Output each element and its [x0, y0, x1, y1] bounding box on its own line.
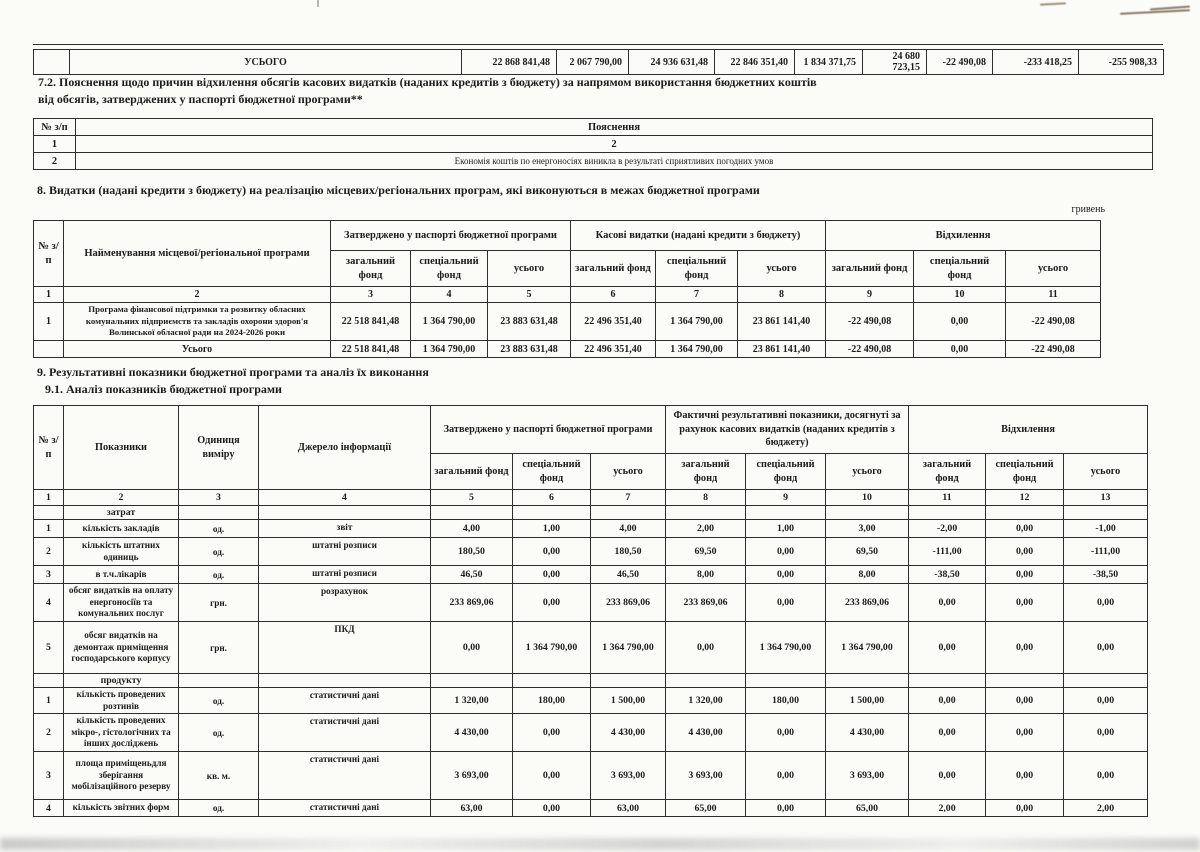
col-number: 5 — [431, 490, 513, 506]
col-header-num: № з/п — [34, 221, 64, 287]
source: ПКД — [259, 622, 431, 674]
empty-cell — [34, 674, 64, 688]
value-cell: 1 320,00 — [431, 688, 513, 714]
sub-header: загальний фонд — [571, 251, 656, 287]
value-cell: 0,00 — [746, 584, 826, 622]
value-cell: 0,00 — [1064, 752, 1148, 800]
explanation-row — [34, 153, 1153, 170]
unit: од. — [179, 800, 259, 817]
value-cell: 1 320,00 — [666, 688, 746, 714]
col-number: 2 — [64, 287, 331, 303]
sub-header: усього — [1006, 251, 1101, 287]
total-value: 1 364 790,00 — [411, 341, 488, 358]
col-number: 10 — [914, 287, 1006, 303]
total-value: -22 490,08 — [927, 50, 993, 75]
value-cell: 0,00 — [1064, 688, 1148, 714]
col-number: 1 — [34, 287, 64, 303]
empty-cell — [34, 506, 64, 520]
value-cell: 46,50 — [591, 566, 666, 584]
row-num: 4 — [34, 584, 64, 622]
unit: од. — [179, 520, 259, 538]
col-number: 3 — [179, 490, 259, 506]
unit: грн. — [179, 622, 259, 674]
value-cell: -22 490,08 — [1006, 303, 1101, 341]
category-label: затрат — [64, 506, 179, 520]
value-cell: 0,00 — [909, 752, 986, 800]
heading-line: 7.2. Пояснення щодо причин відхилення обсягів касових видатків (наданих кредитів з бюджету) за напрямом використання бюджетних коштів — [38, 75, 817, 89]
value-cell: 1 500,00 — [826, 688, 909, 714]
value-cell: 1,00 — [513, 520, 591, 538]
value-cell: -38,50 — [1064, 566, 1148, 584]
col-number: 10 — [826, 490, 909, 506]
unit: кв. м. — [179, 752, 259, 800]
sub-header: загальний фонд — [666, 454, 746, 490]
value-cell: -2,00 — [909, 520, 986, 538]
col-number: 9 — [826, 287, 914, 303]
indicator-row — [34, 584, 1148, 622]
value-cell: 0,00 — [431, 622, 513, 674]
sub-header: спеціальний фонд — [914, 251, 1006, 287]
category-row — [34, 506, 1148, 520]
value-cell: 0,00 — [513, 752, 591, 800]
empty-cell — [1064, 674, 1148, 688]
total-value: -22 490,08 — [1006, 341, 1101, 358]
source: статистичні дані — [259, 714, 431, 752]
indicator-row — [34, 622, 1148, 674]
value-cell: 65,00 — [826, 800, 909, 817]
empty-cell — [909, 674, 986, 688]
value-cell: 1 364 790,00 — [411, 303, 488, 341]
value-cell: 180,00 — [513, 688, 591, 714]
source: статистичні дані — [259, 752, 431, 800]
value-cell: 0,00 — [986, 800, 1064, 817]
value-cell: 4,00 — [591, 520, 666, 538]
scan-mark — [1120, 7, 1192, 17]
value-cell: 233 869,06 — [591, 584, 666, 622]
category-label: продукту — [64, 674, 179, 688]
value-cell: 22 496 351,40 — [571, 303, 656, 341]
value-cell: 4 430,00 — [826, 714, 909, 752]
empty-cell — [826, 674, 909, 688]
totals-row-table — [33, 49, 1164, 75]
col-header-indicators: Показники — [64, 406, 179, 490]
value-cell: 4 430,00 — [666, 714, 746, 752]
value-cell: 0,00 — [513, 714, 591, 752]
source: штатні розписи — [259, 538, 431, 566]
section-8-heading: 8. Видатки (надані кредити з бюджету) на реалізацію місцевих/регіональних програм, які виконуються в межах бюджетної програми — [37, 183, 760, 197]
sub-header: загальний фонд — [909, 454, 986, 490]
empty-cell — [259, 674, 431, 688]
indicator-row — [34, 800, 1148, 817]
row-num: 1 — [34, 303, 64, 341]
value-cell: 63,00 — [591, 800, 666, 817]
empty-cell — [431, 674, 513, 688]
col-header-unit: Одиниця виміру — [179, 406, 259, 490]
sub-header: спеціальний фонд — [656, 251, 738, 287]
indicator-name: кількість проведених мікро-, гістологічних та інших досліджень — [64, 714, 179, 752]
indicator-name: кількість закладів — [64, 520, 179, 538]
sub-header: загальний фонд — [431, 454, 513, 490]
empty-cell — [666, 674, 746, 688]
value-cell: 233 869,06 — [826, 584, 909, 622]
value-cell: 0,00 — [914, 303, 1006, 341]
value-cell: 180,50 — [431, 538, 513, 566]
value-cell: 0,00 — [986, 584, 1064, 622]
value-cell: 0,00 — [513, 538, 591, 566]
empty-cell — [986, 674, 1064, 688]
column-number-row — [34, 490, 1148, 506]
empty-cell — [179, 674, 259, 688]
col-number: 4 — [259, 490, 431, 506]
totals-row — [34, 50, 1164, 75]
total-value: 23 861 141,40 — [738, 341, 826, 358]
explanation-text: Економія коштів по енергоносіях виникла в результаті сприятливих погодних умов — [76, 153, 1153, 170]
heading-line: від обсягів, затверджених у паспорті бюджетної програми** — [38, 92, 363, 107]
empty-cell — [909, 506, 986, 520]
sub-header: спеціальний фонд — [513, 454, 591, 490]
value-cell: 8,00 — [826, 566, 909, 584]
indicator-row — [34, 538, 1148, 566]
header-row — [34, 119, 1153, 136]
sub-header: загальний фонд — [331, 251, 411, 287]
source: штатні розписи — [259, 566, 431, 584]
value-cell: 0,00 — [909, 714, 986, 752]
table-top-border — [33, 44, 1163, 45]
indicator-name: обсяг видатків на демонтаж приміщення господарського корпусу — [64, 622, 179, 674]
value-cell: 3 693,00 — [431, 752, 513, 800]
value-cell: 0,00 — [986, 714, 1064, 752]
value-cell: 1 364 790,00 — [746, 622, 826, 674]
value-cell: 4,00 — [431, 520, 513, 538]
sub-header: спеціальний фонд — [411, 251, 488, 287]
value-cell: -38,50 — [909, 566, 986, 584]
col-header-text: Пояснення — [76, 119, 1153, 136]
col-number: 7 — [656, 287, 738, 303]
unit: од. — [179, 714, 259, 752]
value-cell: 0,00 — [909, 622, 986, 674]
empty-cell — [179, 506, 259, 520]
value-cell: 3 693,00 — [826, 752, 909, 800]
value-cell: 0,00 — [909, 584, 986, 622]
col-number: 1 — [34, 490, 64, 506]
indicator-row — [34, 714, 1148, 752]
group-header-row — [34, 406, 1148, 454]
value-cell: 1 364 790,00 — [656, 303, 738, 341]
value-cell: 63,00 — [431, 800, 513, 817]
indicator-row — [34, 520, 1148, 538]
value-cell: 8,00 — [666, 566, 746, 584]
value-cell: 0,00 — [986, 752, 1064, 800]
row-num: 3 — [34, 752, 64, 800]
section-9-heading: 9. Результативні показники бюджетної програми та аналіз їх виконання — [37, 365, 429, 379]
total-value: 24 936 631,48 — [629, 50, 715, 75]
value-cell: 2,00 — [909, 800, 986, 817]
total-value: 24 680 723,15 — [863, 50, 927, 75]
col-header-num: № з/п — [34, 119, 76, 136]
value-cell: 233 869,06 — [431, 584, 513, 622]
group-cash: Касові видатки (надані кредити з бюджету) — [571, 221, 826, 251]
col-number: 4 — [411, 287, 488, 303]
value-cell: 3,00 — [826, 520, 909, 538]
currency-note: гривень — [1071, 204, 1105, 215]
value-cell: 1,00 — [746, 520, 826, 538]
source: звіт — [259, 520, 431, 538]
empty-cell — [1064, 506, 1148, 520]
indicator-name: кількість звітних форм — [64, 800, 179, 817]
row-num: 3 — [34, 566, 64, 584]
scan-mark — [1040, 2, 1066, 5]
value-cell: 180,00 — [746, 688, 826, 714]
unit: од. — [179, 538, 259, 566]
value-cell: 0,00 — [986, 622, 1064, 674]
scan-mark — [317, 0, 319, 7]
value-cell: 69,50 — [826, 538, 909, 566]
value-cell: 69,50 — [666, 538, 746, 566]
row-num: 1 — [34, 688, 64, 714]
col-number: 11 — [1006, 287, 1101, 303]
value-cell: -1,00 — [1064, 520, 1148, 538]
row-num: 2 — [34, 153, 76, 170]
empty-cell — [513, 674, 591, 688]
indicator-row — [34, 688, 1148, 714]
unit: од. — [179, 688, 259, 714]
value-cell: 22 518 841,48 — [331, 303, 411, 341]
regional-programs-table — [33, 220, 1101, 358]
col-number: 8 — [666, 490, 746, 506]
row-num: 1 — [34, 520, 64, 538]
value-cell: 0,00 — [513, 800, 591, 817]
total-value: 1 364 790,00 — [656, 341, 738, 358]
empty-cell — [746, 506, 826, 520]
group-approved: Затверджено у паспорті бюджетної програми — [331, 221, 571, 251]
value-cell: 4 430,00 — [591, 714, 666, 752]
group-header-row — [34, 221, 1101, 251]
value-cell: -22 490,08 — [826, 303, 914, 341]
unit: грн. — [179, 584, 259, 622]
value-cell: 1 364 790,00 — [826, 622, 909, 674]
empty-cell — [591, 674, 666, 688]
group-deviation: Відхилення — [826, 221, 1101, 251]
value-cell: 0,00 — [986, 520, 1064, 538]
program-row — [34, 303, 1101, 341]
group-approved: Затверджено у паспорті бюджетної програми — [431, 406, 666, 454]
col-header-name: Найменування місцевої/регіональної програми — [64, 221, 331, 287]
indicators-table — [33, 405, 1148, 817]
total-value: 0,00 — [914, 341, 1006, 358]
value-cell: 23 883 631,48 — [488, 303, 571, 341]
empty-cell — [34, 50, 70, 75]
value-cell: 1 364 790,00 — [591, 622, 666, 674]
value-cell: 4 430,00 — [431, 714, 513, 752]
col-number: 2 — [64, 490, 179, 506]
sub-header: усього — [1064, 454, 1148, 490]
value-cell: 0,00 — [746, 566, 826, 584]
value-cell: 0,00 — [746, 800, 826, 817]
col-number: 5 — [488, 287, 571, 303]
empty-cell — [513, 506, 591, 520]
sub-header: усього — [826, 454, 909, 490]
col-number: 12 — [986, 490, 1064, 506]
section-9-1-heading: 9.1. Аналіз показників бюджетної програми — [45, 382, 282, 396]
col-index: 1 — [34, 136, 76, 153]
sub-header: усього — [488, 251, 571, 287]
total-value: 22 846 351,40 — [715, 50, 795, 75]
indicator-name: площа приміщеньдля зберігання мобілізаційного резерву — [64, 752, 179, 800]
unit: од. — [179, 566, 259, 584]
empty-cell — [34, 341, 64, 358]
total-value: 1 834 371,75 — [795, 50, 863, 75]
value-cell: 46,50 — [431, 566, 513, 584]
empty-cell — [666, 506, 746, 520]
explanations-table — [33, 118, 1153, 170]
col-header-source: Джерело інформації — [259, 406, 431, 490]
column-number-row — [34, 287, 1101, 303]
value-cell: 0,00 — [909, 688, 986, 714]
col-header-num: № з/п — [34, 406, 64, 490]
value-cell: 0,00 — [1064, 622, 1148, 674]
sub-header: усього — [591, 454, 666, 490]
col-number: 13 — [1064, 490, 1148, 506]
value-cell: 0,00 — [1064, 584, 1148, 622]
empty-cell — [259, 506, 431, 520]
sub-header: спеціальний фонд — [746, 454, 826, 490]
indicator-row — [34, 752, 1148, 800]
total-value: 2 067 790,00 — [557, 50, 629, 75]
indicator-name: в т.ч.лікарів — [64, 566, 179, 584]
value-cell: 0,00 — [986, 688, 1064, 714]
total-value: -255 908,33 — [1079, 50, 1164, 75]
col-index: 2 — [76, 136, 1153, 153]
group-deviation: Відхилення — [909, 406, 1148, 454]
value-cell: 233 869,06 — [666, 584, 746, 622]
value-cell: 2,00 — [1064, 800, 1148, 817]
total-value: -233 418,25 — [993, 50, 1079, 75]
value-cell: 65,00 — [666, 800, 746, 817]
total-value: -22 490,08 — [826, 341, 914, 358]
totals-label: УСЬОГО — [70, 50, 462, 75]
source: розрахунок — [259, 584, 431, 622]
value-cell: 0,00 — [986, 566, 1064, 584]
row-num: 5 — [34, 622, 64, 674]
value-cell: 0,00 — [746, 752, 826, 800]
col-number: 6 — [571, 287, 656, 303]
row-num: 4 — [34, 800, 64, 817]
sub-header: спеціальний фонд — [986, 454, 1064, 490]
sub-header: загальний фонд — [826, 251, 914, 287]
total-value: 23 883 631,48 — [488, 341, 571, 358]
category-row — [34, 674, 1148, 688]
empty-cell — [591, 506, 666, 520]
value-cell: 3 693,00 — [666, 752, 746, 800]
value-cell: 2,00 — [666, 520, 746, 538]
value-cell: 23 861 141,40 — [738, 303, 826, 341]
group-actual: Фактичні результативні показники, досягнуті за рахунок касових видатків (наданих кредитів з бюджету) — [666, 406, 909, 454]
value-cell: 0,00 — [746, 538, 826, 566]
empty-cell — [746, 674, 826, 688]
value-cell: 3 693,00 — [591, 752, 666, 800]
total-value: 22 868 841,48 — [462, 50, 557, 75]
sub-header: усього — [738, 251, 826, 287]
scan-smudge — [0, 838, 1200, 850]
total-row — [34, 341, 1101, 358]
total-value: 22 496 351,40 — [571, 341, 656, 358]
col-number: 7 — [591, 490, 666, 506]
value-cell: 0,00 — [1064, 714, 1148, 752]
value-cell: 0,00 — [746, 714, 826, 752]
total-value: 22 518 841,48 — [331, 341, 411, 358]
value-cell: -111,00 — [909, 538, 986, 566]
indicator-row — [34, 566, 1148, 584]
indicator-name: обсяг видатків на оплату енергоносіїв та комунальних послуг — [64, 584, 179, 622]
value-cell: 0,00 — [666, 622, 746, 674]
program-name: Програма фінансової підтримки та розвитку обласних комунальних підприємств та закладів охорони здоров'я Волинської обласної ради на 2024-2026 роки — [64, 303, 331, 341]
value-cell: -111,00 — [1064, 538, 1148, 566]
source: статистичні дані — [259, 800, 431, 817]
value-cell: 0,00 — [513, 566, 591, 584]
col-number: 8 — [738, 287, 826, 303]
empty-cell — [826, 506, 909, 520]
section-7-2-heading — [38, 74, 1138, 109]
index-row — [34, 136, 1153, 153]
col-number: 6 — [513, 490, 591, 506]
value-cell: 0,00 — [513, 584, 591, 622]
total-label: Усього — [64, 341, 331, 358]
row-num: 2 — [34, 714, 64, 752]
col-number: 3 — [331, 287, 411, 303]
col-number: 9 — [746, 490, 826, 506]
value-cell: 1 364 790,00 — [513, 622, 591, 674]
empty-cell — [431, 506, 513, 520]
row-num: 2 — [34, 538, 64, 566]
indicator-name: кількість штатних одиниць — [64, 538, 179, 566]
source: статистичні дані — [259, 688, 431, 714]
value-cell: 180,50 — [591, 538, 666, 566]
empty-cell — [986, 506, 1064, 520]
value-cell: 1 500,00 — [591, 688, 666, 714]
value-cell: 0,00 — [986, 538, 1064, 566]
col-number: 11 — [909, 490, 986, 506]
indicator-name: кількість проведених розтинів — [64, 688, 179, 714]
